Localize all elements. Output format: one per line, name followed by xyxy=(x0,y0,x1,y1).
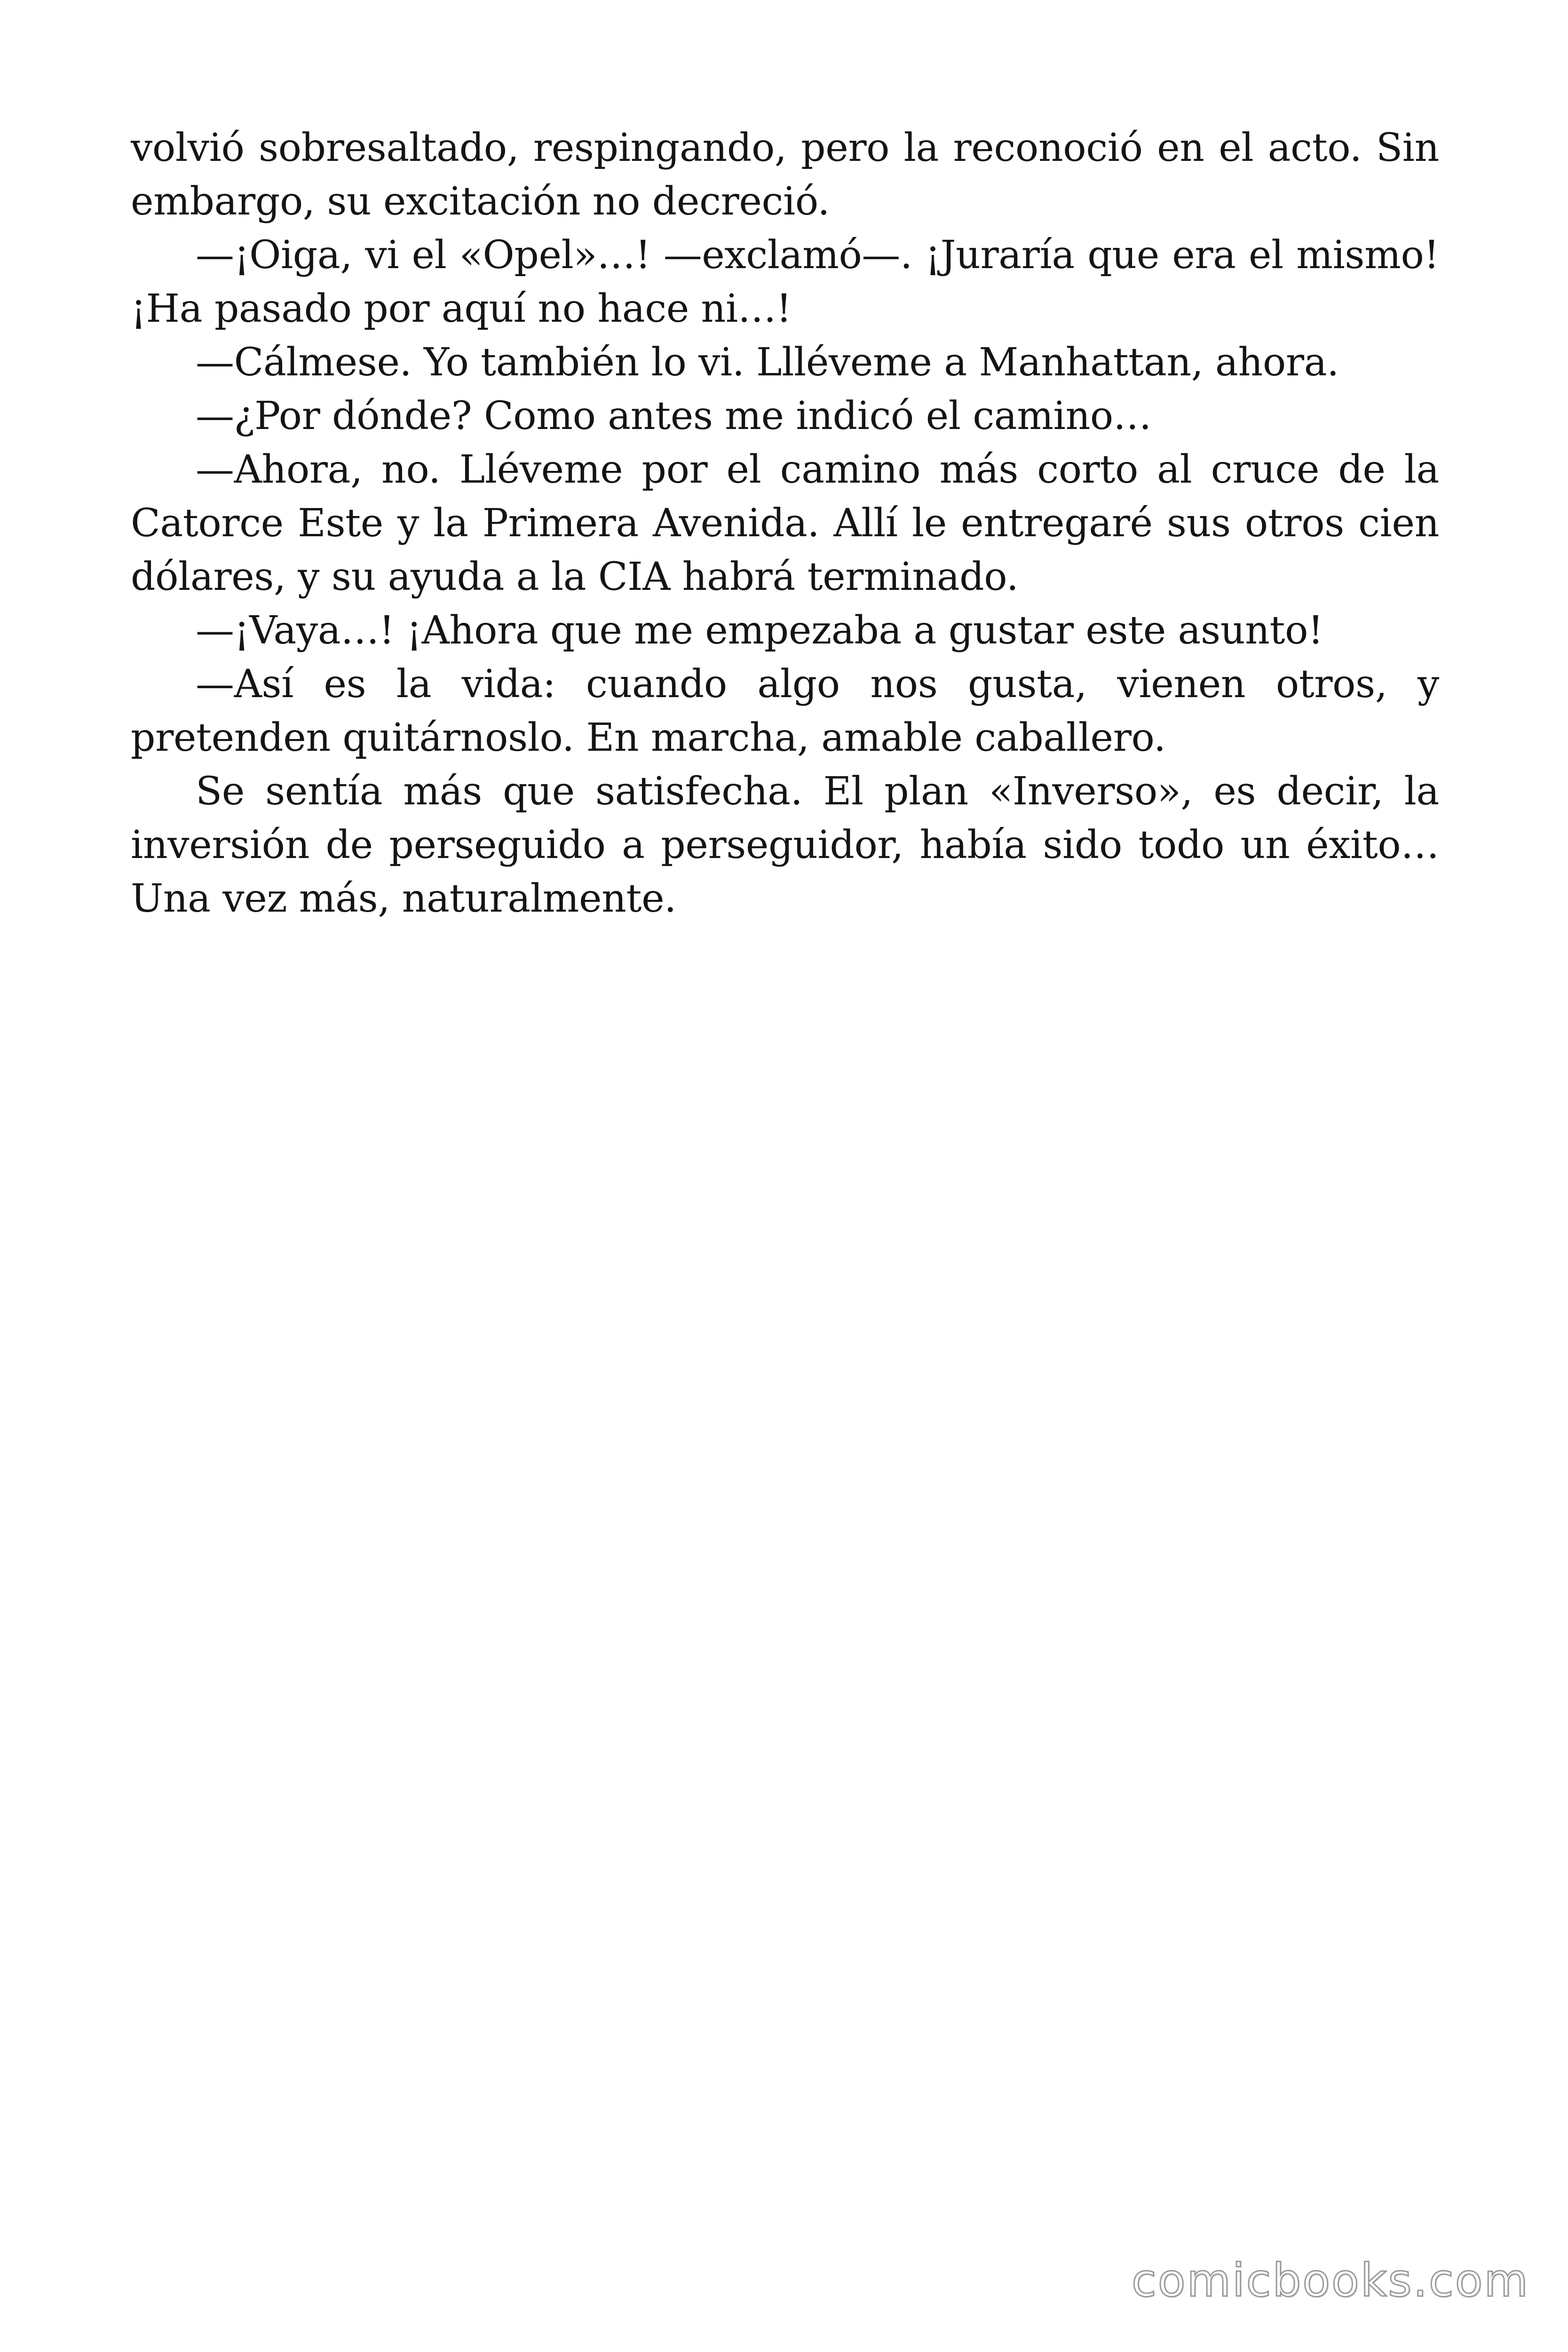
paragraph-2: —¡Oiga, vi el «Opel»…! —exclamó—. ¡Juraría que era el mismo! ¡Ha pasado por aquí no hace ni…! xyxy=(131,233,1439,331)
watermark: comicbooks.com xyxy=(1131,2254,1529,2307)
paragraph-7: —Así es la vida: cuando algo nos gusta, vienen otros, y pretenden quitárnoslo. En marcha, amable caballero. xyxy=(131,662,1439,760)
body-text xyxy=(131,121,1439,926)
paragraph-3: —Cálmese. Yo también lo vi. Llléveme a Manhattan, ahora. xyxy=(196,340,1339,385)
paragraph-6: —¡Vaya…! ¡Ahora que me empezaba a gustar este asunto! xyxy=(196,608,1323,653)
paragraph-1: volvió sobresaltado, respingando, pero la reconoció en el acto. Sin embargo, su excitación no decreció. xyxy=(131,126,1439,224)
paragraph-4: —¿Por dónde? Como antes me indicó el camino… xyxy=(196,394,1152,438)
paragraph-5: —Ahora, no. Lléveme por el camino más corto al cruce de la Catorce Este y la Primera Avenida. Allí le entregaré sus otros cien dólares, y su ayuda a la CIA habrá terminado. xyxy=(131,447,1439,599)
paragraph-8: Se sentía más que satisfecha. El plan «Inverso», es decir, la inversión de perseguido a perseguidor, había sido todo un éxito… Una vez más, naturalmente. xyxy=(131,769,1439,921)
